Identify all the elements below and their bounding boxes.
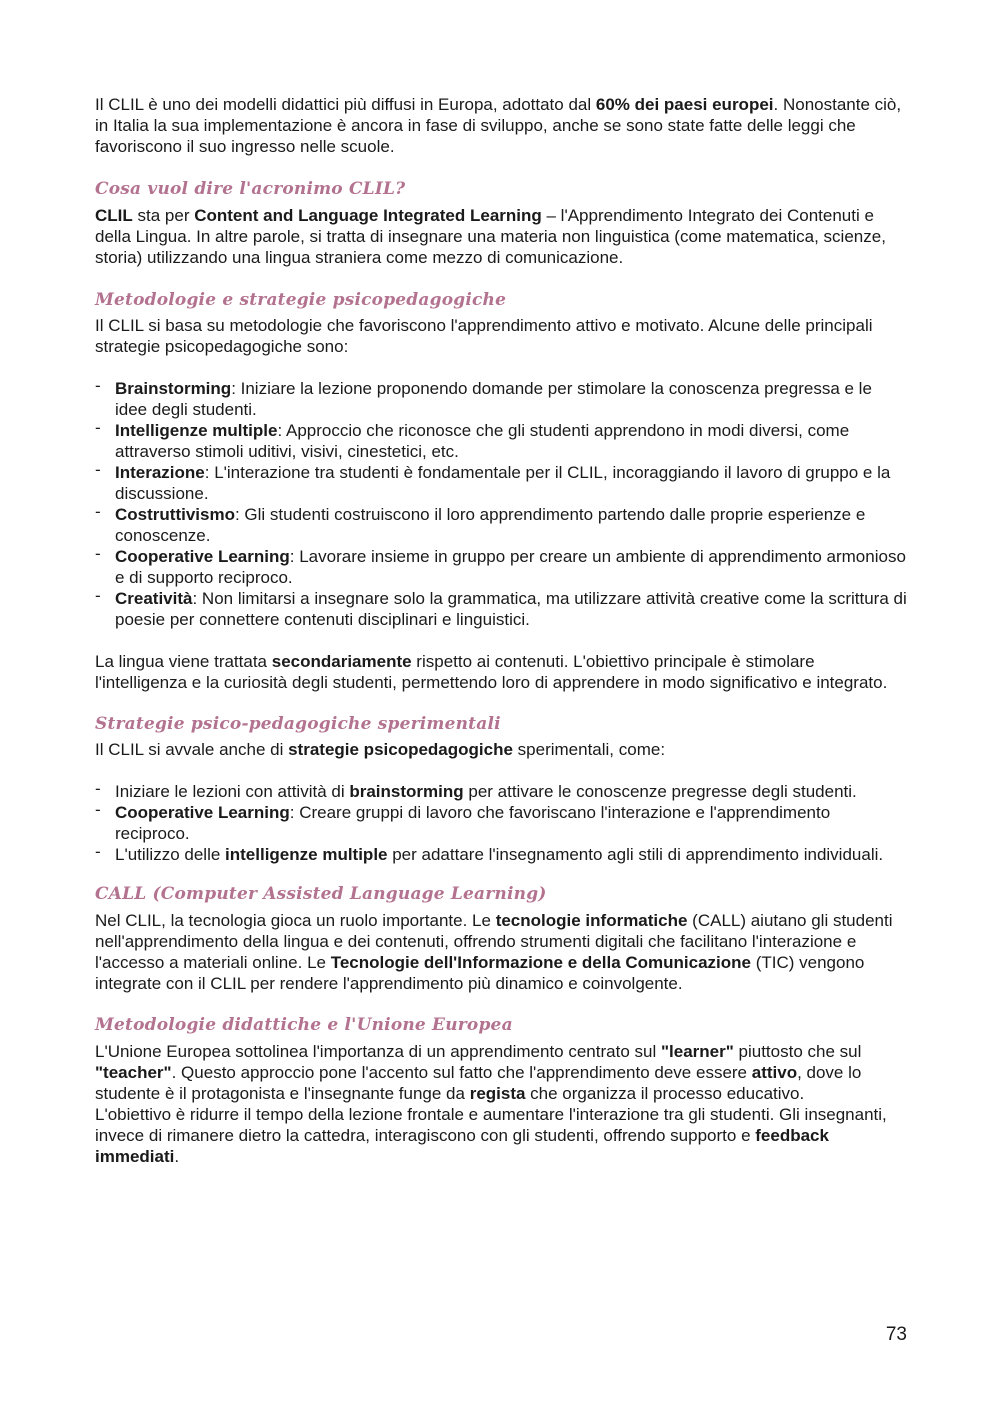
list-item: - Cooperative Learning: Lavorare insieme in gruppo per creare un ambiente di apprendimento armonioso e di supporto reciproco. (95, 544, 906, 587)
eu-paragraph: L'Unione Europea sottolinea l'importanza di un apprendimento centrato sul "learner" piuttosto che sul "teacher". Questo approccio pone l'accento sul fatto che l'apprendimento deve essere attivo, dove lo studente è il protagonista e l'insegnante funge da regista che organizza il processo educativo. (95, 1042, 862, 1103)
section-heading-experimental: Strategie psico-pedagogiche sperimentali (95, 714, 501, 734)
list-item: - Interazione: L'interazione tra studenti è fondamentale per il CLIL, incoraggiando il lavoro di gruppo e la discussione. (95, 460, 891, 503)
section-heading-methodologies: Metodologie e strategie psicopedagogiche (95, 290, 507, 310)
intro-paragraph: Il CLIL è uno dei modelli didattici più diffusi in Europa, adottato dal 60% dei paesi europei. Nonostante ciò, in Italia la sua implementazione è ancora in fase di sviluppo, anche se sono state fatte delle leggi che favoriscono il suo ingresso nelle scuole. (95, 95, 902, 156)
language-paragraph: La lingua viene trattata secondariamente rispetto ai contenuti. L'obiettivo principale è stimolare l'intelligenza e la curiosità degli studenti, permettendo loro di apprendere in modo significativo e integrato. (95, 652, 888, 692)
experimental-list (95, 781, 907, 865)
methodologies-intro: Il CLIL si basa su metodologie che favoriscono l'apprendimento attivo e motivato. Alcune delle principali strategie psicopedagogiche sono: (95, 316, 873, 356)
list-item: - Iniziare le lezioni con attività di brainstorming per attivare le conoscenze pregresse degli studenti. (95, 779, 857, 801)
list-item: - Intelligenze multiple: Approccio che riconosce che gli studenti apprendono in modi diversi, come attraverso stimoli uditivi, visivi, cinestetici, etc. (95, 418, 850, 461)
section-heading-call: CALL (Computer Assisted Language Learning) (95, 884, 547, 904)
list-item: - Creatività: Non limitarsi a insegnare solo la grammatica, ma utilizzare attività creative come la scrittura di poesie per connettere contenuti disciplinari e linguistici. (95, 586, 907, 629)
list-item: - L'utilizzo delle intelligenze multiple per adattare l'insegnamento agli stili di apprendimento individuali. (95, 842, 884, 864)
page-number: 73 (885, 1324, 907, 1345)
eu-paragraph-2: L'obiettivo è ridurre il tempo della lezione frontale e aumentare l'interazione tra gli studenti. Gli insegnanti, invece di rimanere dietro la cattedra, interagiscono con gli studenti, offrendo supporto e feedback immediati. (95, 1105, 887, 1166)
list-item: - Cooperative Learning: Creare gruppi di lavoro che favoriscano l'interazione e l'apprendimento reciproco. (95, 800, 831, 843)
page-content (95, 94, 907, 1167)
strategies-list (95, 378, 907, 630)
list-item: - Brainstorming: Iniziare la lezione proponendo domande per stimolare la conoscenza pregressa e le idee degli studenti. (95, 376, 872, 419)
experimental-intro: Il CLIL si avvale anche di strategie psicopedagogiche sperimentali, come: (95, 740, 666, 759)
section-heading-acronym: Cosa vuol dire l'acronimo CLIL? (95, 179, 406, 199)
acronym-paragraph: CLIL sta per Content and Language Integrated Learning – l'Apprendimento Integrato dei Contenuti e della Lingua. In altre parole, si tratta di insegnare una materia non linguistica (come matematica, scienze, storia) utilizzando una lingua straniera come mezzo di comunicazione. (95, 206, 886, 267)
call-paragraph: Nel CLIL, la tecnologia gioca un ruolo importante. Le tecnologie informatiche (CALL) aiutano gli studenti nell'apprendimento della lingua e dei contenuti, offrendo strumenti digitali che facilitano l'interazione e l'accesso a materiali online. Le Tecnologie dell'Informazione e della Comunicazione (TIC) vengono integrate con il CLIL per rendere l'apprendimento più dinamico e coinvolgente. (95, 911, 893, 993)
section-heading-eu: Metodologie didattiche e l'Unione Europea (95, 1015, 513, 1035)
list-item: - Costruttivismo: Gli studenti costruiscono il loro apprendimento partendo dalle proprie esperienze e conoscenze. (95, 502, 866, 545)
